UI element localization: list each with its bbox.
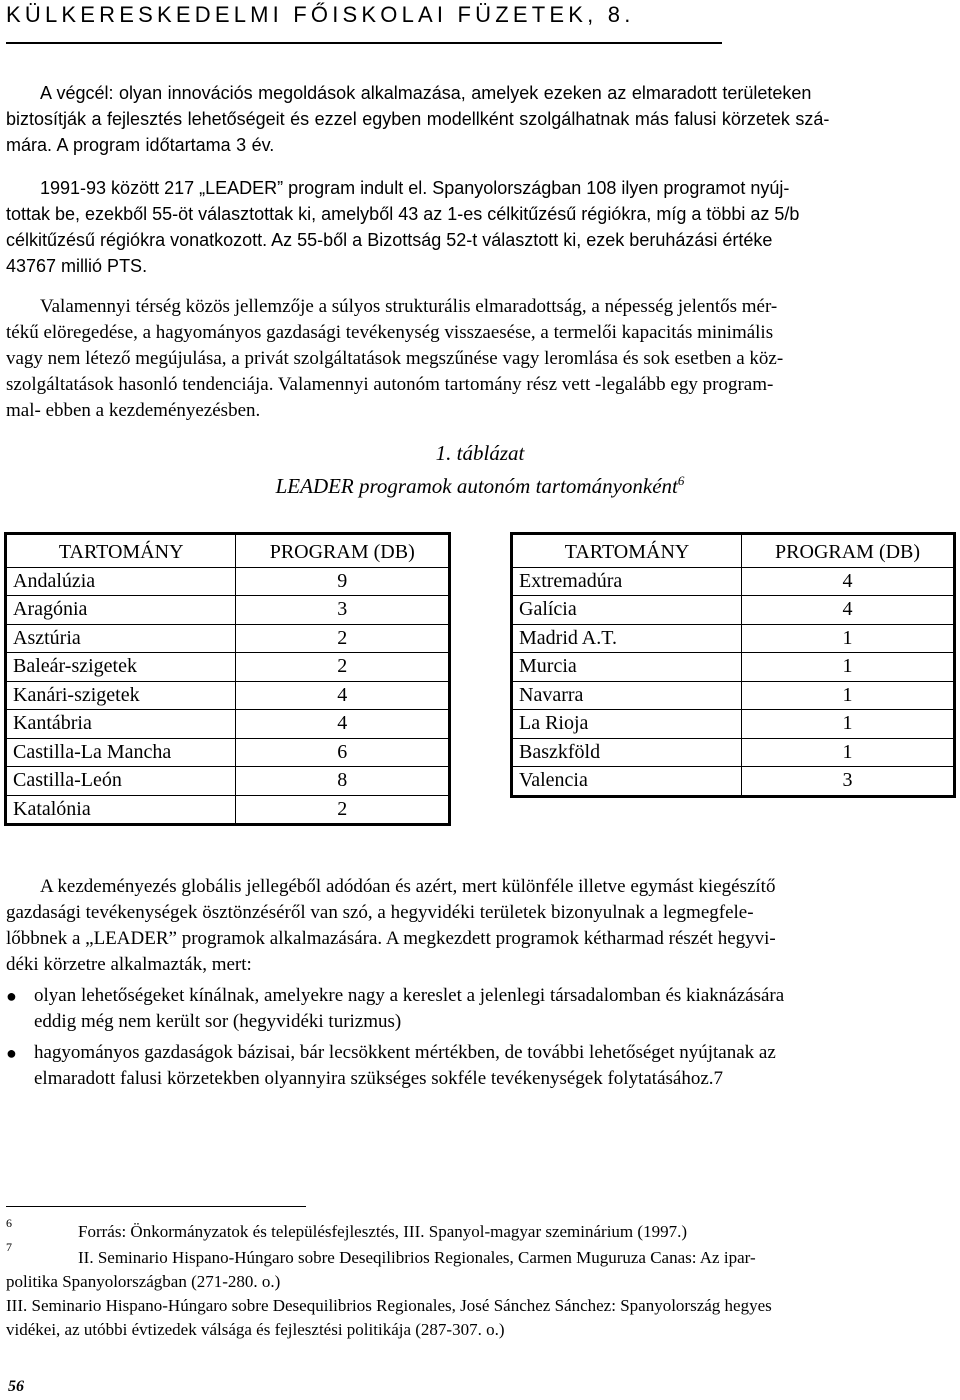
program-count-cell: 1 [742,624,955,653]
table-row [512,681,955,710]
province-cell: Castilla-León [6,767,236,796]
province-cell: Baleár-szigetek [6,653,236,682]
program-count-cell: 4 [236,681,450,710]
province-cell: Navarra [512,681,742,710]
table-row [512,738,955,767]
program-count-cell: 4 [236,710,450,739]
province-cell: La Rioja [512,710,742,739]
province-cell: Baszkföld [512,738,742,767]
text-line: A kezdeményezés globális jellegéből adódóan és azért, mert különféle illetve egymást kiegészítő [40,876,776,897]
province-cell: Valencia [512,767,742,797]
text-line: szolgáltatások hasonló tendenciája. Valamennyi autonóm tartomány rész vett -legalább egy program- [6,374,774,395]
table-row [6,710,450,739]
table-row [6,624,450,653]
province-cell: Kantábria [6,710,236,739]
program-count-cell: 2 [236,653,450,682]
bullet-icon: ● [6,986,17,1006]
table-row [6,681,450,710]
table-title-text: LEADER programok autonóm tartományonként [275,474,678,498]
text-line: biztosítják a fejlesztés lehetőségeit és ezzel egyben modellként szolgálhatnak más falusi körzetek szá- [6,109,830,129]
text-line: lőbbnek a „LEADER” programok alkalmazására. A megkezdett programok kétharmad részét hegyvi- [6,928,776,949]
table-row [512,653,955,682]
table-provinces-right [510,532,956,798]
program-count-cell: 8 [236,767,450,796]
text-line: gazdasági tevékenységek ösztönzéséről van szó, a hegyvidéki területek bizonyulnak a legmegfele- [6,902,754,923]
program-count-cell: 2 [236,624,450,653]
program-count-cell: 4 [742,567,955,596]
column-header: TARTOMÁNY [6,534,236,568]
header-divider [6,42,722,44]
province-cell: Andalúzia [6,567,236,596]
table-row [512,710,955,739]
program-count-cell: 1 [742,653,955,682]
table-row [6,567,450,596]
text-line: déki körzetre alkalmazták, mert: [6,954,252,975]
paragraph-goal [6,80,954,158]
footnote-mark: 6 [6,1216,12,1230]
program-count-cell: 3 [236,596,450,625]
paragraph-regions [6,294,954,424]
column-header: TARTOMÁNY [512,534,742,568]
table-title [0,466,960,501]
province-cell: Castilla-La Mancha [6,738,236,767]
page-number: 56 [8,1378,24,1395]
list-item [6,1040,954,1092]
table-row [512,567,955,596]
province-cell: Katalónia [6,795,236,825]
footnote-7-line: politika Spanyolországban (271-280. o.) [6,1272,281,1291]
text-line: hagyományos gazdaságok bázisai, bár lecsökkent mértékben, de további lehetőséget nyújtanak az [34,1042,776,1063]
province-cell: Madrid A.T. [512,624,742,653]
province-cell: Aragónia [6,596,236,625]
table-provinces-left [4,532,451,826]
bullet-icon: ● [6,1043,17,1063]
province-cell: Galícia [512,596,742,625]
text-line: A végcél: olyan innovációs megoldások alkalmazása, amelyek ezeken az elmaradott területeken [40,83,812,103]
paragraph-mountain-regions [6,874,954,978]
footnote-mark: 7 [6,1240,12,1254]
table-number: 1. táblázat [435,441,525,465]
province-cell: Kanári-szigetek [6,681,236,710]
text-line: vagy nem létező megújulása, a privát szolgáltatások megszűnése vagy leromlása és sok esetben a köz- [6,348,784,369]
province-cell: Murcia [512,653,742,682]
footnote-ref: 6 [677,473,685,488]
footnote-7-line: vidékei, az utóbbi évtizedek válsága és fejlesztési politikája (287-307. o.) [6,1320,505,1339]
text-line: Valamennyi térség közös jellemzője a súlyos strukturális elmaradottság, a népesség jelentős mér- [40,296,778,317]
paragraph-leader-history [6,175,954,279]
footnote-6: Forrás: Önkormányzatok és településfejlesztés, III. Spanyol-magyar szeminárium (1997.) [78,1222,687,1241]
text-line: olyan lehetőségeket kínálnak, amelyekre nagy a kereslet a jelenlegi társadalomban és kiaknázására [34,985,785,1006]
table-row [512,624,955,653]
program-count-cell: 1 [742,710,955,739]
reasons-list [6,983,954,1097]
column-header: PROGRAM (DB) [742,534,955,568]
text-line: mal- ebben a kezdeményezésben. [6,400,261,421]
text-line: tékű elöregedése, a hagyományos gazdasági tevékenység visszaesése, a termelői kapacitás minimális [6,322,774,343]
text-line: tottak be, ezekből 55-öt választottak ki, amelyből 43 az 1-es célkitűzésű régiókra, míg a többi az 5/b [6,204,800,224]
table-row [512,767,955,797]
text-line: elmaradott falusi körzetekben olyannyira szükséges sokféle tevékenységek folytatásához.7 [34,1068,724,1089]
table-row [6,738,450,767]
province-cell: Asztúria [6,624,236,653]
text-line: eddig még nem került sor (hegyvidéki turizmus) [34,1011,402,1032]
table-row [6,653,450,682]
table-row [6,596,450,625]
column-header: PROGRAM (DB) [236,534,450,568]
program-count-cell: 1 [742,738,955,767]
program-count-cell: 6 [236,738,450,767]
footnote-7-line: II. Seminario Hispano-Húngaro sobre Deseqilibrios Regionales, Carmen Muguruza Canas: Az ipar- [78,1248,756,1267]
program-count-cell: 3 [742,767,955,797]
footnote-7-line: III. Seminario Hispano-Húngaro sobre Desequilibrios Regionales, José Sánchez Sánchez: Spanyolország hegyes [6,1296,772,1315]
list-item [6,983,954,1035]
text-line: mára. A program időtartama 3 év. [6,135,275,155]
text-line: 1991-93 között 217 „LEADER” program indult el. Spanyolországban 108 ilyen programot nyúj- [40,178,790,198]
footnote-divider [6,1206,306,1207]
text-line: célkitűzésű régiókra vonatkozott. Az 55-ből a Bizottság 52-t választott ki, ezek beruházási értéke [6,230,773,250]
journal-header: KÜLKERESKEDELMI FŐISKOLAI FÜZETEK, 8. [6,2,635,27]
text-line: 43767 millió PTS. [6,256,148,276]
program-count-cell: 4 [742,596,955,625]
table-row [6,795,450,825]
program-count-cell: 2 [236,795,450,825]
table-row [6,767,450,796]
table-row [512,596,955,625]
program-count-cell: 9 [236,567,450,596]
program-count-cell: 1 [742,681,955,710]
province-cell: Extremadúra [512,567,742,596]
